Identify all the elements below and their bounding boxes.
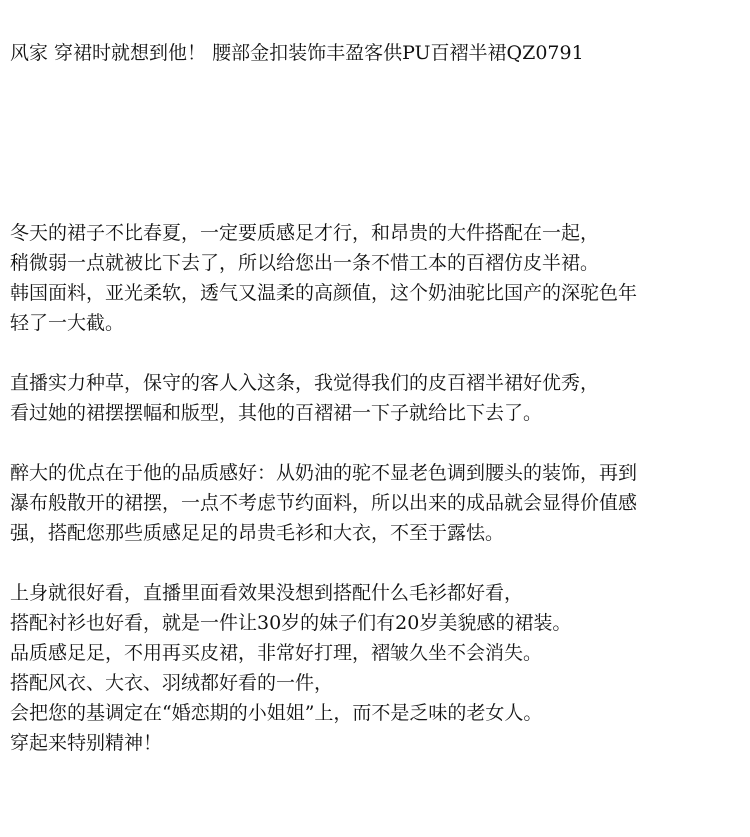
text-line: 冬天的裙子不比春夏，一定要质感足才行，和昂贵的大件搭配在一起， [10,222,600,244]
text-line: 会把您的基调定在“婚恋期的小姐姐”上，而不是乏味的老女人。 [10,702,543,724]
description-paragraph [10,368,745,428]
text-line: 搭配衬衫也好看，就是一件让30岁的妹子们有20岁美貌感的裙装。 [10,612,572,634]
text-line: 品质感足足，不用再买皮裙，非常好打理，褶皱久坐不会消失。 [10,642,543,664]
text-line: 韩国面料，亚光柔软，透气又温柔的高颜值，这个奶油驼比国产的深驼色年 [10,282,638,304]
description-paragraph [10,458,745,548]
description-paragraph [10,578,745,758]
text-line: 轻了一大截。 [10,312,125,334]
text-line: 直播实力种草，保守的客人入这条，我觉得我们的皮百褶半裙好优秀， [10,372,600,394]
text-line: 瀑布般散开的裙摆，一点不考虑节约面料，所以出来的成品就会显得价值感 [10,492,638,514]
text-line: 搭配风衣、大衣、羽绒都好看的一件， [10,672,334,694]
text-line: 上身就很好看，直播里面看效果没想到搭配什么毛衫都好看， [10,582,524,604]
text-line: 看过她的裙摆摆幅和版型，其他的百褶裙一下子就给比下去了。 [10,402,543,424]
product-description [10,218,745,788]
text-line: 稍微弱一点就被比下去了，所以给您出一条不惜工本的百褶仿皮半裙。 [10,252,600,274]
product-title: 风家 穿裙时就想到他！ 腰部金扣装饰丰盈客供PU百褶半裙QZ0791 [10,42,584,64]
text-line: 强，搭配您那些质感足足的昂贵毛衫和大衣，不至于露怯。 [10,522,505,544]
text-line: 醉大的优点在于他的品质感好：从奶油的驼不显老色调到腰头的装饰，再到 [10,462,638,484]
text-line: 穿起来特别精神！ [10,732,163,754]
description-paragraph [10,218,745,338]
